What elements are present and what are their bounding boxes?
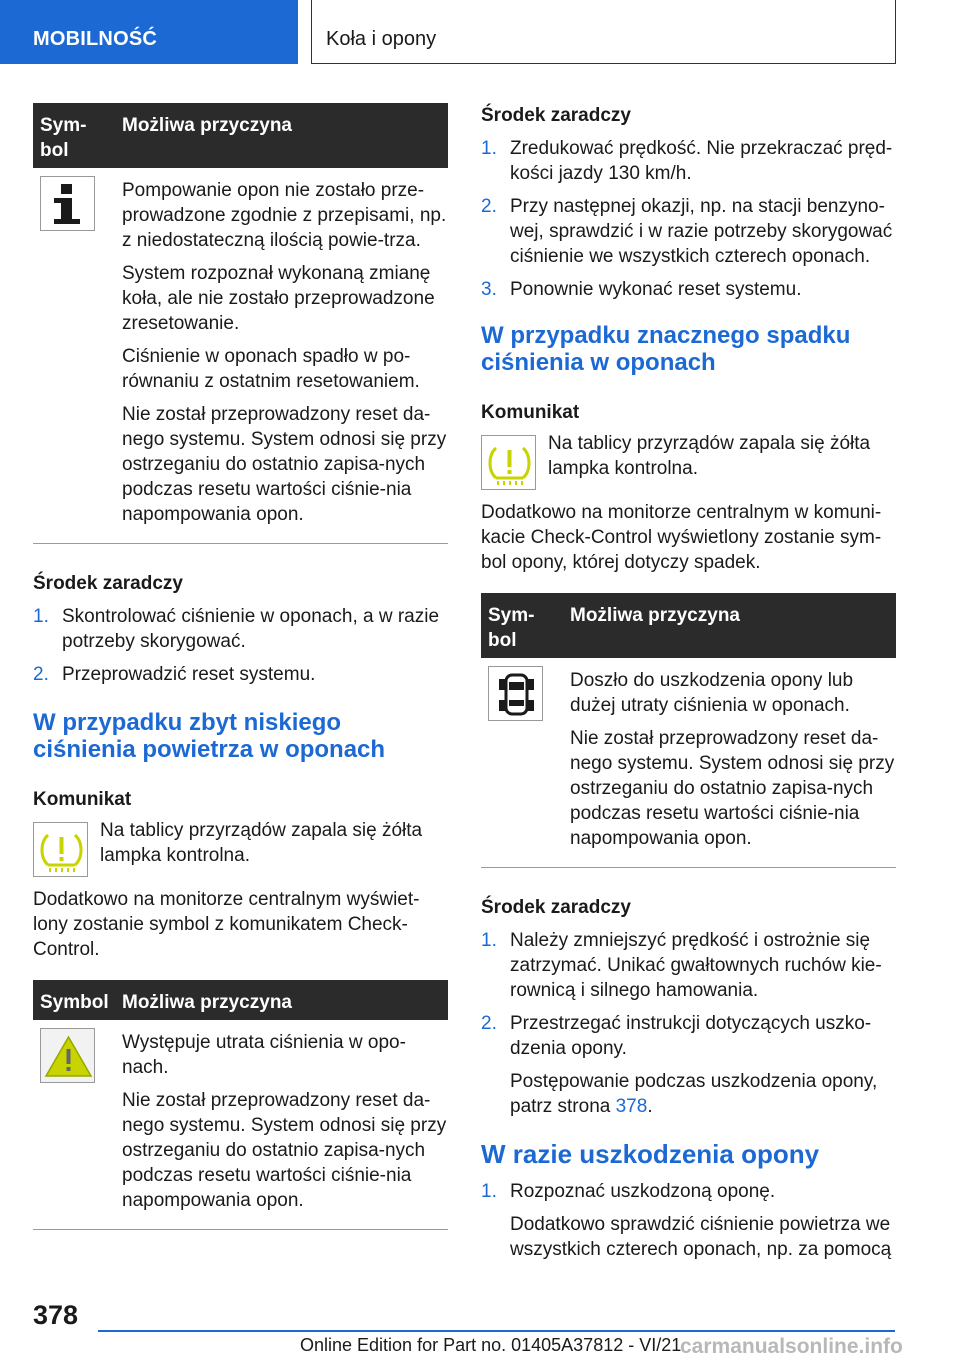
cause-text: Doszło do uszkodzenia opony lub dużej utraty ciśnienia w oponach.: [570, 670, 854, 716]
section-heading: W przypadku znacznego spadku ciśnienia w oponach: [481, 322, 851, 376]
remedy-section-3: [481, 895, 896, 1119]
right-column: [481, 103, 896, 1270]
warning-triangle-icon: [40, 1028, 95, 1083]
info-icon: [40, 176, 95, 231]
paragraph: Dodatkowo na monitorze centralnym wyświet-lony zostanie symbol z komunikatem Check-Control.: [33, 889, 420, 960]
section-tab: MOBILNOŚĆ: [0, 0, 298, 64]
watermark: carmanualsonline.info: [680, 1335, 903, 1358]
step-item: 1. Rozpoznać uszkodzoną oponę. Dodatkowo sprawdzić ciśnienie powietrza we wszystkich czterech oponach, np. za pomocą: [481, 1181, 892, 1260]
paragraph: Dodatkowo na monitorze centralnym w komuni-kacie Check-Control wyświetlony zostanie sym-bol opony, której dotyczy spadek.: [481, 502, 882, 573]
remedy-section-1: [33, 571, 448, 687]
step-item: 1. Należy zmniejszyć prędkość i ostrożnie się zatrzymać. Unikać gwałtownych ruchów kie-rownicą i silnego hamowania.: [481, 930, 882, 1001]
cause-text: Pompowanie opon nie zostało prze-prowadzone zgodnie z przepisami, np. z niedostateczną ilością powie-trza.: [122, 180, 447, 251]
page-number: 378: [33, 1300, 79, 1330]
remedy-title: Środek zaradczy: [481, 897, 631, 918]
message-title: Komunikat: [33, 789, 132, 810]
section-heading: W razie uszkodzenia opony: [481, 1139, 820, 1169]
left-column: [33, 103, 448, 1230]
col-cause-header: Możliwa przyczyna: [570, 605, 740, 626]
message-text: Na tablicy przyrządów zapala się żółta lampka kontrolna.: [100, 820, 423, 866]
cause-text: Nie został przeprowadzony reset da-nego systemu. System odnosi się przy ostrzeganiu do ostatnio zapisa-nych podczas resetu wartości ciśnie-nia napompowania opon.: [122, 404, 447, 525]
col-cause-header: Możliwa przyczyna: [122, 992, 292, 1013]
step-item: 2. Przeprowadzić reset systemu.: [33, 664, 316, 685]
col-cause-header: Możliwa przyczyna: [122, 115, 292, 136]
cause-text: Występuje utrata ciśnienia w opo-nach.: [122, 1032, 406, 1078]
remedy-title: Środek zaradczy: [481, 105, 631, 126]
message-block: [481, 435, 896, 490]
col-symbol-header: Sym‑ bol: [488, 605, 535, 651]
tire-pressure-warning-icon: [33, 822, 88, 877]
cause-table-3: [481, 593, 896, 868]
message-title: Komunikat: [481, 402, 580, 423]
step-item: 2. Przy następnej okazji, np. na stacji benzyno-wej, sprawdzić i w razie potrzeby skorygować ciśnienie we wszystkich czterech oponach.: [481, 196, 893, 267]
car-tire-icon: [488, 666, 543, 721]
tire-pressure-warning-icon: [481, 435, 536, 490]
message-text: Na tablicy przyrządów zapala się żółta lampka kontrolna.: [548, 433, 871, 479]
cause-table-2: [33, 980, 448, 1230]
cause-text: Ciśnienie w oponach spadło w po-równaniu z ostatnim resetowaniem.: [122, 346, 420, 392]
edition-text: Online Edition for Part no. 01405A37812 - VI/21: [300, 1335, 682, 1355]
cause-table-1: [33, 103, 448, 544]
step-item: 2. Przestrzegać instrukcji dotyczących uszko-dzenia opony. Postępowanie podczas uszkodzenia opony, patrz strona 378.: [481, 1013, 878, 1117]
col-symbol-header: Symbol: [40, 992, 109, 1013]
message-block: [33, 822, 448, 877]
footer-divider: [98, 1330, 895, 1332]
step-item: 3. Ponownie wykonać reset systemu.: [481, 279, 802, 300]
page-link[interactable]: 378: [615, 1096, 648, 1117]
cause-text: Nie został przeprowadzony reset da-nego systemu. System odnosi się przy ostrzeganiu do ostatnio zapisa-nych podczas resetu wartości ciśnie-nia napompowania opon.: [122, 1090, 447, 1211]
cause-text: Nie został przeprowadzony reset da-nego systemu. System odnosi się przy ostrzeganiu do ostatnio zapisa-nych podczas resetu wartości ciśnie-nia napompowania opon.: [570, 728, 895, 849]
cause-text: System rozpoznał wykonaną zmianę koła, ale nie zostało przeprowadzone zresetowanie.: [122, 263, 435, 334]
chapter-title: Koła i opony: [311, 0, 896, 64]
remedy-section-2: [481, 103, 896, 302]
remedy-title: Środek zaradczy: [33, 573, 183, 594]
step-item: 1. Skontrolować ciśnienie w oponach, a w razie potrzeby skorygować.: [33, 606, 440, 652]
section-heading: W przypadku zbyt niskiego ciśnienia powietrza w oponach: [33, 709, 386, 763]
col-symbol-header: Sym‑ bol: [40, 115, 87, 161]
step-item: 1. Zredukować prędkość. Nie przekraczać pręd-kości jazdy 130 km/h.: [481, 138, 893, 184]
